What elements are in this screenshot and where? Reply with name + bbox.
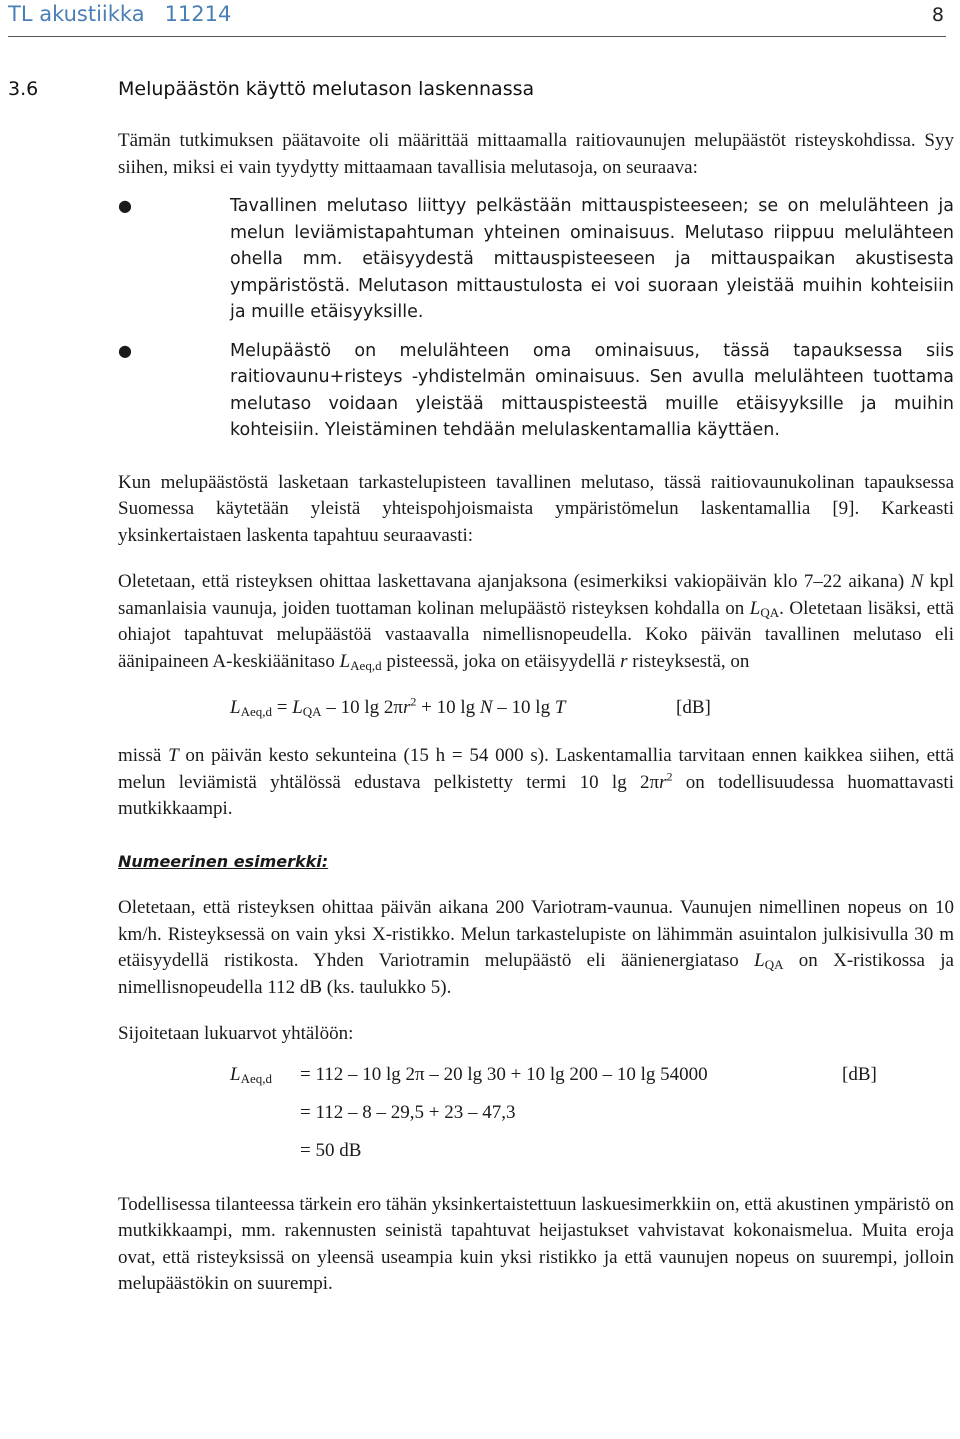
calculation-row: = 112 – 8 – 29,5 + 23 – 47,3 [300, 1101, 516, 1123]
method-paragraph: Kun melupäästöstä lasketaan tarkastelupisteen tavallinen melutaso, tässä raitiovaunukolinan tapauksessa Suomessa käytetään yleistä yhteispohjoismaista ympäristömelun laskentamallia [9]. Karkeasti yksinkertaistaen laskenta tapahtuu seuraavasti: [118, 471, 954, 546]
conclusion-paragraph: Todellisessa tilanteessa tärkein ero tähän yksinkertaistettuun laskuesimerkkiin on, että akustinen ympäristö on mutkikkaampi, mm. rakennusten seinistä tapahtuvat heijastukset vahvistavat kokonaismelua. Muita eroja ovat, että risteyksissä on yleensä useampia kuin yksi ristikko ja että vaunujen nopeus on suurempi, jolloin melupäästökin on suurempi. [118, 1193, 954, 1294]
page-number: 8 [931, 4, 944, 26]
section-title: Melupäästön käyttö melutason laskennassa [118, 78, 535, 100]
section-number: 3.6 [8, 78, 39, 100]
section-heading [8, 78, 534, 100]
equation-explanation: missä T on päivän kesto sekunteina (15 h = 54 000 s). Laskentamallia tarvitaan ennen kaikkea siihen, että melun leviämistä yhtälössä edustava pelkistetty termi 10 $\lg 2\pi r^2$ on todellisuudessa huomattavasti mutkikkaampi. [118, 745, 955, 819]
calculation-unit: [dB] [842, 1063, 877, 1085]
main-equation [118, 689, 954, 729]
bullet-text: Melupäästö on melulähteen oma ominaisuus, tässä tapauksessa siis raitiovaunu+risteys -yhdistelmän ominaisuus. Sen avulla melulähteen tuottama melutaso voidaan yleistää mittauspisteestä muille etäisyyksille ja muihin kohteisiin. Yleistäminen tehdään melulaskentamallia käyttäen. [230, 340, 954, 440]
assumption-paragraph: Oletetaan, että risteyksen ohittaa laskettavana ajanjaksona (esimerkiksi vakiopäivän klo 7–22 aikana) N kpl samanlaisia vaunuja, joiden tuottaman kolinan melupäästö risteyksen kohdalla on $L_{QA}$. Oletetaan lisäksi, että ohiajot tapahtuvat melupäästöä vastaavalla nimellisnopeudella. Koko päivän tavallinen melutaso eli äänipaineen A-keskiäänitaso $L_{Aeq,d}$ pisteessä, joka on etäisyydellä r risteyksestä, on [118, 571, 954, 673]
example-heading: Numeerinen esimerkki: [118, 851, 329, 871]
page-body [118, 128, 954, 1298]
header-document-id: TL akustiikka 11214 [8, 2, 232, 26]
calculation-row: $L_{Aeq,d} = 112 - 10$ lg 2π – 20 lg 30 + 10 lg 200 – 10 lg 54000 [230, 1063, 708, 1086]
page-header [8, 0, 946, 37]
bullet-list [118, 193, 954, 444]
equation-unit: [dB] [676, 697, 711, 718]
example-paragraph: Oletetaan, että risteyksen ohittaa päivän aikana 200 Variotram-vaunua. Vaunujen nimellinen nopeus on 10 km/h. Risteyksessä on vain yksi X-ristikko. Melun tarkastelupiste on lähimmän asuintalon julkisivulla 30 m etäisyydellä ristikosta. Yhden Variotramin melupäästö eli äänienergiataso $L_{QA}$ on X-ristikossa ja nimellisnopeudella 112 dB (ks. taulukko 5). [118, 897, 954, 998]
bullet-text: Tavallinen melutaso liittyy pelkästään mittauspisteeseen; se on melulähteen ja melun leviämistapahtuman yhteinen ominaisuus. Melutaso riippuu melulähteen ohella mm. etäisyydestä mittauspisteeseen ja mittauspaikan akustisesta ympäristöstä. Melutason mittaustulosta ei voi suoraan yleistää muihin kohteisiin ja muille etäisyyksille. [230, 196, 954, 322]
bullet-icon: ● [118, 340, 132, 360]
intro-paragraph: Tämän tutkimuksen päätavoite oli määrittää mittaamalla raitiovaunujen melupäästöt risteyskohdissa. Syy siihen, miksi ei vain tyydytty mittaamaan tavallisia melutasoja, on seuraava: [118, 130, 954, 178]
bullet-item [118, 338, 954, 444]
calculation-result: = 50 dB [300, 1139, 362, 1161]
bullet-icon: ● [118, 196, 132, 215]
substitution-paragraph: Sijoitetaan lukuarvot yhtälöön: [118, 1023, 354, 1044]
calculation-block [118, 1048, 954, 1166]
equation-expression: $L_{Aeq,d} = L_{QA} - 10$ $\lg 2\pi r^2 + 10$ lg N – 10 lg T [230, 694, 566, 719]
bullet-item [118, 193, 954, 326]
